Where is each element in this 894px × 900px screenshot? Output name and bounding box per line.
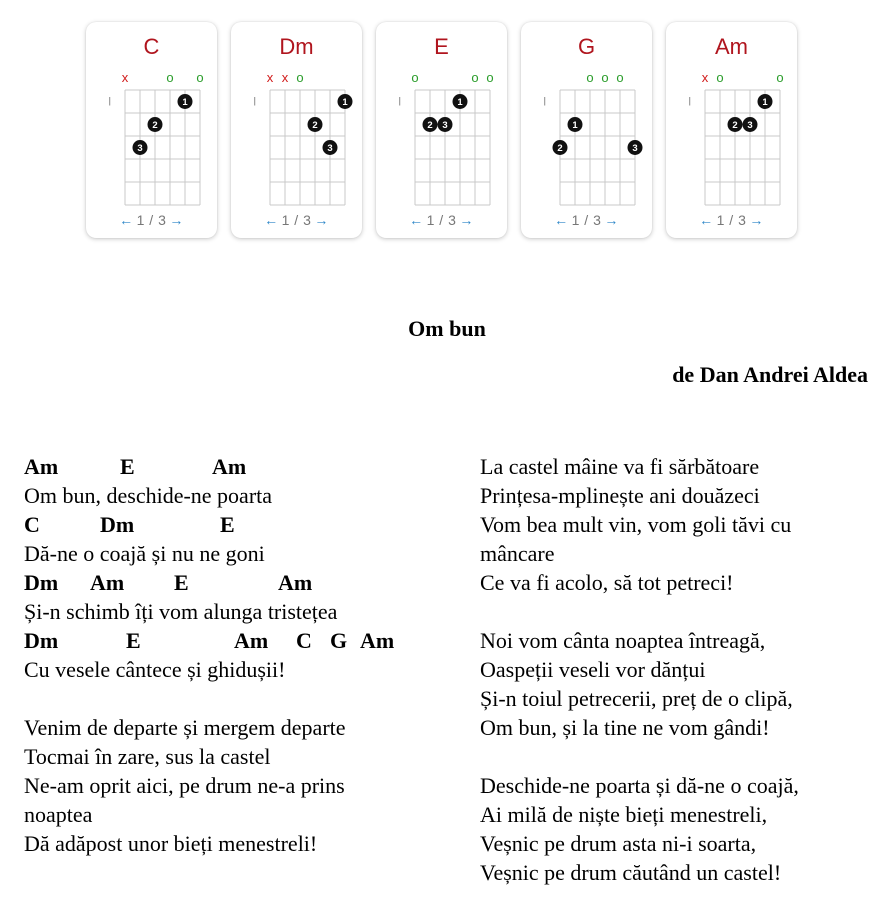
lyric-line: Prințesa-mplinește ani douăzeci [480, 483, 760, 508]
chord-diagram [521, 22, 652, 212]
chord-diagrams [86, 22, 800, 240]
open-mark: o [586, 70, 594, 85]
lyric-line: Veșnic pe drum căutând un castel! [480, 860, 782, 885]
lyric-line: Și-n toiul petrecerii, preț de o clipă, [480, 686, 793, 711]
chord-symbol: C [24, 512, 40, 537]
chord-card[interactable] [86, 22, 217, 238]
lyric-line: Vom bea mult vin, vom goli tăvi cu [480, 512, 792, 537]
lyric-line: noaptea [24, 802, 93, 827]
lyric-line: Dă-ne o coajă și nu ne goni [24, 541, 265, 566]
lyric-line: Venim de departe și mergem departe [24, 715, 346, 740]
lyric-line: La castel mâine va fi sărbătoare [480, 454, 760, 479]
open-mark: o [166, 70, 174, 85]
chord-symbol: G [330, 628, 348, 653]
finger-number: 3 [747, 120, 753, 131]
finger-number: 2 [732, 120, 738, 131]
lyrics-right-column [480, 452, 880, 887]
chord-diagram [231, 22, 362, 212]
lyric-line: Tocmai în zare, sus la castel [24, 744, 271, 769]
finger-number: 1 [182, 97, 188, 108]
chord-symbol: Am [212, 454, 247, 479]
lyric-line: Om bun, și la tine ne vom gândi! [480, 715, 770, 740]
chord-diagram [86, 22, 217, 212]
chord-line [24, 452, 454, 481]
lyric-line: Om bun, deschide-ne poarta [24, 483, 273, 508]
chord-symbol: Dm [100, 512, 135, 537]
open-mark: o [471, 70, 479, 85]
chord-line [24, 626, 454, 655]
open-mark: o [716, 70, 724, 85]
prev-arrow-icon[interactable]: ← [264, 212, 279, 228]
finger-number: 2 [312, 120, 318, 131]
finger-number: 3 [137, 143, 143, 154]
prev-arrow-icon[interactable]: ← [554, 212, 569, 228]
chord-card[interactable] [376, 22, 507, 238]
chord-symbol: Dm [24, 570, 59, 595]
fret-label: I [543, 94, 547, 109]
lyric-line: Dă adăpost unor bieți menestreli! [24, 831, 318, 856]
open-mark: o [486, 70, 494, 85]
chord-page-indicator: 1 / 3 [426, 212, 457, 228]
finger-number: 1 [457, 97, 463, 108]
chord-card[interactable] [521, 22, 652, 238]
chord-symbol: Am [24, 454, 59, 479]
lyric-line: Ai milă de niște bieți menestreli, [480, 802, 768, 827]
stanza-gap [24, 684, 454, 713]
finger-number: 3 [327, 143, 333, 154]
prev-arrow-icon[interactable]: ← [409, 212, 424, 228]
open-mark: o [411, 70, 419, 85]
chord-symbol: Am [234, 628, 269, 653]
fret-label: I [398, 94, 402, 109]
song-author: de Dan Andrei Aldea [672, 362, 868, 387]
chord-card[interactable] [666, 22, 797, 238]
fret-label: I [688, 94, 692, 109]
lyric-line: Ce va fi acolo, să tot petreci! [480, 570, 734, 595]
finger-number: 1 [342, 97, 348, 108]
lyric-line: Veșnic pe drum asta ni-i soarta, [480, 831, 757, 856]
chord-name: G [577, 34, 596, 59]
finger-number: 1 [762, 97, 768, 108]
fret-label: I [253, 94, 257, 109]
lyric-line: mâncare [480, 541, 555, 566]
mute-mark: x [281, 70, 289, 85]
stanza-gap [480, 742, 880, 771]
finger-number: 2 [427, 120, 433, 131]
prev-arrow-icon[interactable]: ← [699, 212, 714, 228]
open-mark: o [616, 70, 624, 85]
open-mark: o [296, 70, 304, 85]
prev-arrow-icon[interactable]: ← [119, 212, 134, 228]
finger-number: 2 [557, 143, 563, 154]
chord-line [24, 568, 454, 597]
lyrics-left-column [24, 452, 454, 858]
finger-number: 3 [632, 143, 638, 154]
lyric-line: Și-n schimb îți vom alunga tristețea [24, 599, 338, 624]
chord-line [24, 510, 454, 539]
chord-page-indicator: 1 / 3 [281, 212, 312, 228]
chord-diagram [376, 22, 507, 212]
chord-symbol: Am [278, 570, 313, 595]
lyric-line: Ne-am oprit aici, pe drum ne-a prins [24, 773, 345, 798]
chord-symbol: Am [360, 628, 395, 653]
chord-name: E [434, 34, 449, 59]
lyric-line: Deschide-ne poarta și dă-ne o coajă, [480, 773, 799, 798]
chord-page-indicator: 1 / 3 [571, 212, 602, 228]
lyric-line: Oaspeții veseli vor dănțui [480, 657, 706, 682]
chord-page-indicator: 1 / 3 [716, 212, 747, 228]
chord-name: Am [715, 34, 748, 59]
lyric-line: Cu vesele cântece și ghidușii! [24, 657, 286, 682]
lyric-line: Noi vom cânta noaptea întreagă, [480, 628, 766, 653]
finger-number: 2 [152, 120, 158, 131]
next-arrow-icon[interactable]: → [604, 212, 619, 228]
chord-pager [376, 212, 507, 228]
mute-mark: x [701, 70, 709, 85]
next-arrow-icon[interactable]: → [749, 212, 764, 228]
finger-number: 3 [442, 120, 448, 131]
chord-name: C [143, 34, 160, 59]
chord-page-indicator: 1 / 3 [136, 212, 167, 228]
open-mark: o [196, 70, 204, 85]
chord-card[interactable] [231, 22, 362, 238]
chord-pager [231, 212, 362, 228]
chord-symbol: E [174, 570, 189, 595]
chord-pager [666, 212, 797, 228]
chord-symbol: Dm [24, 628, 59, 653]
next-arrow-icon[interactable]: → [169, 212, 184, 228]
chord-symbol: Am [90, 570, 125, 595]
chord-diagram [666, 22, 797, 212]
mute-mark: x [266, 70, 274, 85]
next-arrow-icon[interactable]: → [459, 212, 474, 228]
chord-symbol: C [296, 628, 312, 653]
open-mark: o [776, 70, 784, 85]
chord-pager [521, 212, 652, 228]
next-arrow-icon[interactable]: → [314, 212, 329, 228]
chord-pager [86, 212, 217, 228]
chord-symbol: E [126, 628, 141, 653]
chord-name: Dm [279, 34, 314, 59]
mute-mark: x [121, 70, 129, 85]
open-mark: o [601, 70, 609, 85]
fret-label: I [108, 94, 112, 109]
song-title: Om bun [408, 316, 486, 341]
chord-symbol: E [220, 512, 235, 537]
stanza-gap [480, 597, 880, 626]
chord-symbol: E [120, 454, 135, 479]
finger-number: 1 [572, 120, 578, 131]
